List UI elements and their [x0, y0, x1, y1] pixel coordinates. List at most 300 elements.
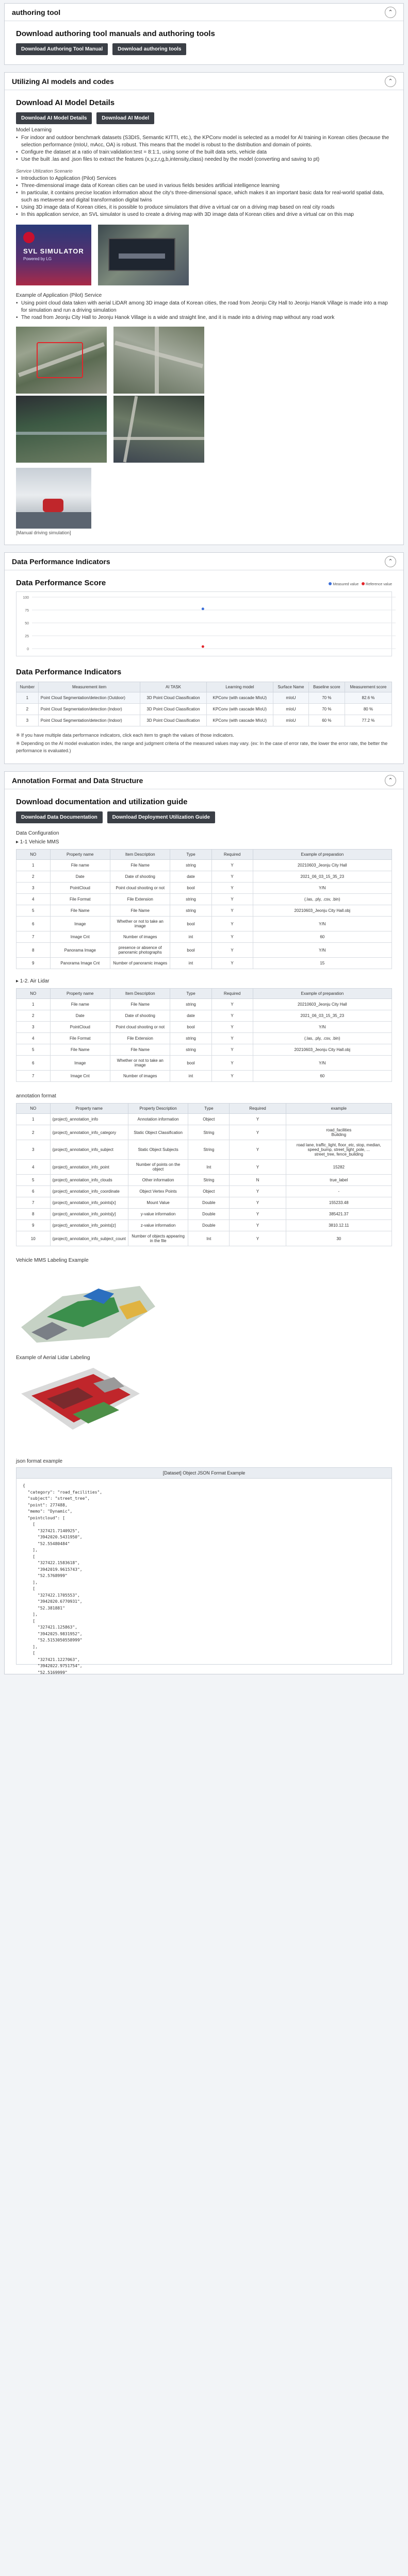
download-tools-button[interactable]: Download authoring tools — [112, 43, 186, 55]
table-row[interactable] — [17, 1220, 392, 1231]
table-cell: Y/N — [253, 917, 391, 931]
table-cell: 77.2 % — [345, 715, 391, 726]
performance-panel-header[interactable] — [5, 553, 403, 570]
air-lidar-label: ▸ 1-2. Air Lidar — [16, 978, 50, 984]
table-cell: 30 — [286, 1231, 391, 1246]
table-cell: Y — [211, 1071, 253, 1082]
aerial-map-image-1 — [16, 327, 107, 394]
table-cell: 6 — [17, 1056, 51, 1071]
y-tick-label: 25 — [25, 635, 29, 638]
table-row[interactable] — [17, 1114, 392, 1125]
performance-chart-svg — [17, 592, 401, 656]
table-cell: String — [188, 1175, 230, 1186]
table-cell: Double — [188, 1197, 230, 1209]
model-learning-list — [16, 134, 392, 163]
table-cell: (project)_annotation_info_points[z] — [50, 1220, 128, 1231]
annotation-format-table — [16, 1103, 392, 1246]
table-cell: Point cloud shooting or not — [110, 883, 170, 894]
table-cell: Date — [50, 1010, 110, 1022]
legend-reference: Reference value — [366, 582, 392, 586]
table-cell: Panorama Image Cnt — [50, 958, 110, 969]
table-cell: Point Cloud Segmentation/detection (Indoor) — [38, 704, 140, 715]
chevron-up-icon[interactable]: ⌃ — [385, 556, 396, 567]
model-learning-label: Model Learning — [16, 127, 52, 133]
performance-table — [16, 682, 392, 726]
example-list — [16, 300, 392, 321]
ai-heading: Download AI Model Details — [16, 98, 115, 107]
table-cell: bool — [170, 943, 211, 958]
col-required: Required — [230, 1104, 286, 1114]
table-cell: string — [170, 999, 211, 1010]
table-cell: 2021_06_03_15_35_23 — [253, 871, 391, 883]
table-cell: KPConv (with cascade MIoU) — [206, 715, 273, 726]
table-cell: N — [230, 1175, 286, 1186]
table-cell: 70 % — [308, 704, 345, 715]
table-cell: Static Object Classification — [128, 1125, 188, 1140]
list-item: • Using 3D image data of Korean cities, it is possible to produce simulators that drive a virtual car on a driving map based on real city roads — [16, 204, 392, 211]
table-cell: bool — [170, 917, 211, 931]
table-row[interactable] — [17, 1056, 392, 1071]
service-list — [16, 175, 392, 218]
download-manual-button[interactable]: Download Authoring Tool Manual — [16, 43, 108, 55]
col-no: NO — [17, 1104, 51, 1114]
list-item: • Using point cloud data taken with aerial LiDAR among 3D image data of Korean cities, the road from Jeonju City Hall to Jeonju Hanok Village is made into a map for simulation and run a driving simulation — [16, 300, 392, 314]
table-cell: Y/N — [253, 1056, 391, 1071]
table-cell: String — [188, 1140, 230, 1160]
col-type: Type — [188, 1104, 230, 1114]
table-cell: (project)_annotation_info_points[y] — [50, 1209, 128, 1220]
table-cell: File Name — [110, 860, 170, 871]
table-row[interactable] — [17, 1010, 392, 1022]
table-cell: Y — [211, 860, 253, 871]
table-cell: Number of points on the object — [128, 1160, 188, 1175]
table-cell: File Extension — [110, 894, 170, 905]
table-row[interactable] — [17, 1140, 392, 1160]
table-cell: (project)_annotation_info_subject — [50, 1140, 128, 1160]
list-item: • In this application service, an SVL simulator is used to create a driving map with 3D image data of Korean cities and drive a virtual car on this map — [16, 211, 392, 218]
table-cell: 5 — [17, 1175, 51, 1186]
table-row[interactable] — [17, 883, 392, 894]
table-cell: Y — [211, 1010, 253, 1022]
table-cell: road lane, traffic_light, floor_etc, stop, median, speed_bump, street_light_pole, ... street_tree, fence_building — [286, 1140, 391, 1160]
table-cell: Image — [50, 917, 110, 931]
chevron-up-icon[interactable]: ⌃ — [385, 7, 396, 18]
table-cell: Y — [211, 1022, 253, 1033]
table-cell: Y — [230, 1197, 286, 1209]
mms-example-label: Vehicle MMS Labeling Example — [16, 1258, 89, 1263]
simulation-caption: [Manual driving simulation] — [16, 530, 71, 535]
json-example-code: { "category": "road_facilities", "subject": "street_tree", "point": 277488, "memo": "Dynamic", "pointcloud": [ [ "327421.7140925", "3942020.5431950", "52.55480484" ], [ "327422.1583618", "3942019.9615743", "52.5768999" ], [ "327422.1705553", "3942020.6770931", "52.381881" ], [ "327421.125863", "3942025.9831952", "52.5153050558999" ], [ "327421.1227063", "3942022.9751754", "52.5169999" — [23, 1483, 103, 1675]
table-cell: File Extension — [110, 1033, 170, 1044]
table-cell: bool — [170, 1056, 211, 1071]
aerial-map-image-4 — [113, 396, 204, 463]
table-cell: true_label — [286, 1175, 391, 1186]
aerial-map-image-3 — [16, 396, 107, 463]
table-row[interactable] — [17, 1071, 392, 1082]
table-cell: String — [188, 1125, 230, 1140]
download-ai-model-button[interactable]: Download AI Model — [96, 112, 154, 124]
col-example: Example of preparation — [253, 989, 391, 999]
lidar-example-label: Example of Aerial Lidar Labeling — [16, 1355, 90, 1361]
score-heading: Data Performance Score — [16, 579, 106, 587]
table-cell: Object — [188, 1186, 230, 1197]
table-cell: Y — [230, 1220, 286, 1231]
table-cell: Y — [211, 958, 253, 969]
download-guide-button[interactable]: Download Deployment Utilization Guide — [107, 811, 215, 823]
table-cell: 2 — [17, 871, 51, 883]
table-cell: 385421.37 — [286, 1209, 391, 1220]
vehicle-mms-table — [16, 849, 392, 969]
json-example-header: [Dataset] Object JSON Format Example — [17, 1468, 391, 1479]
table-cell: 10 — [17, 1231, 51, 1246]
table-cell: Y — [230, 1125, 286, 1140]
table-cell: 3 — [17, 715, 39, 726]
col-property: Property name — [50, 989, 110, 999]
chart-legend — [329, 582, 392, 586]
table-row[interactable] — [17, 905, 392, 917]
table-cell: Y — [211, 905, 253, 917]
table-cell: Whether or not to take an image — [110, 1056, 170, 1071]
table-header-row — [17, 682, 392, 692]
table-cell: string — [170, 1044, 211, 1056]
table-cell: int — [170, 958, 211, 969]
table-cell: 6 — [17, 917, 51, 931]
list-item: • Configure the dataset at a ratio of train:validation:test = 8:1:1, using some of the built data sets, vehicle data — [16, 149, 392, 156]
download-documentation-button[interactable]: Download Data Documentation — [16, 811, 103, 823]
mms-labeling-image — [16, 1265, 160, 1348]
authoring-panel-header[interactable] — [5, 4, 403, 21]
simulator-screen-image — [98, 225, 189, 285]
table-row[interactable] — [17, 1186, 392, 1197]
col-number: Number — [17, 682, 39, 692]
table-cell: Image — [50, 1056, 110, 1071]
table-row[interactable] — [17, 1033, 392, 1044]
table-cell: 7 — [17, 1071, 51, 1082]
table-cell: Y — [230, 1140, 286, 1160]
table-cell: Date — [50, 871, 110, 883]
table-cell: 4 — [17, 1033, 51, 1044]
col-type: Type — [170, 850, 211, 860]
table-cell: Y/N — [253, 883, 391, 894]
table-cell: Number of panoramic images — [110, 958, 170, 969]
table-cell: File Name — [110, 905, 170, 917]
col-surface-name: Surface Name — [273, 682, 309, 692]
performance-note-2: ※ Depending on the AI model evaluation index, the range and judgment criteria of the measured values may vary. (ex: In the case of error rate, the lower the error rate, the better the performance is evaluated.) — [16, 741, 388, 753]
col-description: Item Description — [110, 850, 170, 860]
table-row[interactable] — [17, 1044, 392, 1056]
table-row[interactable] — [17, 917, 392, 931]
authoring-heading: Download authoring tool manuals and authoring tools — [16, 29, 215, 38]
y-tick-label: 100 — [23, 596, 29, 600]
table-cell: 20210603_Jeonju City Hall.obj — [253, 1044, 391, 1056]
table-cell: 9 — [17, 958, 51, 969]
json-example-box — [16, 1467, 392, 1675]
table-cell: Y — [211, 894, 253, 905]
svl-simulator-title: SVL SIMULATOR — [23, 247, 84, 255]
table-row[interactable] — [17, 860, 392, 871]
table-cell: Static Object Subjects — [128, 1140, 188, 1160]
y-tick-label: 50 — [25, 622, 29, 625]
list-item: • The road from Jeonju City Hall to Jeonju Hanok Village is a wide and straight line, and it is made into a driving map without any road work — [16, 314, 392, 321]
table-row[interactable] — [17, 999, 392, 1010]
table-cell: Y — [211, 1056, 253, 1071]
table-cell: 7 — [17, 931, 51, 943]
table-cell: KPConv (with cascade MIoU) — [206, 692, 273, 704]
col-required: Required — [211, 989, 253, 999]
table-cell: string — [170, 1033, 211, 1044]
table-row[interactable] — [17, 931, 392, 943]
table-cell — [286, 1114, 391, 1125]
col-measurement-item: Measurement item — [38, 682, 140, 692]
table-cell: (project)_annotation_info_clouds — [50, 1175, 128, 1186]
data-config-label: Data Configuration — [16, 831, 59, 836]
lg-logo — [23, 232, 35, 243]
table-cell: 1 — [17, 999, 51, 1010]
table-cell: 6 — [17, 1186, 51, 1197]
table-header-row — [17, 989, 392, 999]
table-cell: y-value information — [128, 1209, 188, 1220]
table-cell: Y — [230, 1209, 286, 1220]
authoring-panel-title: authoring tool — [12, 8, 61, 16]
table-cell: 70 % — [308, 692, 345, 704]
table-cell: 2021_06_03_15_35_23 — [253, 1010, 391, 1022]
table-cell: Y/N — [253, 943, 391, 958]
table-cell: (project)_annotation_info_coordinate — [50, 1186, 128, 1197]
table-cell: 20210603_Jeonju City Hall — [253, 999, 391, 1010]
table-cell: 2 — [17, 1010, 51, 1022]
table-cell: 1 — [17, 860, 51, 871]
table-cell: Int — [188, 1231, 230, 1246]
table-cell: PointCloud — [50, 1022, 110, 1033]
svl-simulator-subtitle: Powered by LG — [23, 257, 52, 261]
table-cell: Y — [230, 1160, 286, 1175]
table-cell: 20210603_Jeonju City Hall — [253, 860, 391, 871]
annotation-format-label: annotation format — [16, 1093, 56, 1099]
lidar-labeling-graphic — [16, 1363, 145, 1451]
table-row[interactable] — [17, 692, 392, 704]
list-item: • Use the built .las and .json files to extract the features (x,y,z,r,g,b,intensity,class) needed by the model (converting and saving to pt) — [16, 156, 392, 163]
col-no: NO — [17, 850, 51, 860]
table-cell: Point Cloud Segmentation/detection (Outdoor) — [38, 692, 140, 704]
table-cell: Y — [230, 1186, 286, 1197]
table-cell: 1 — [17, 1114, 51, 1125]
table-cell: File Name — [110, 999, 170, 1010]
table-cell: Object — [188, 1114, 230, 1125]
table-cell: Y — [211, 917, 253, 931]
table-cell: 60 — [253, 1071, 391, 1082]
service-label: Service Utilization Scenario — [16, 168, 73, 174]
reference-point[interactable] — [202, 646, 204, 648]
table-cell: PointCloud — [50, 883, 110, 894]
table-cell: File Name — [50, 1044, 110, 1056]
table-cell: - — [286, 1186, 391, 1197]
col-property: Property name — [50, 1104, 128, 1114]
table-cell: File name — [50, 860, 110, 871]
table-cell: 20210603_Jeonju City Hall.obj — [253, 905, 391, 917]
table-cell: Mount Value — [128, 1197, 188, 1209]
table-row[interactable] — [17, 1197, 392, 1209]
table-cell: File Format — [50, 894, 110, 905]
list-item: • Three-dimensional image data of Korean cities can be used in various fields besides artificial intelligence learning — [16, 182, 392, 190]
table-cell: 8 — [17, 943, 51, 958]
table-cell: 3 — [17, 1140, 51, 1160]
table-cell: 155233.48 — [286, 1197, 391, 1209]
table-cell: int — [170, 1071, 211, 1082]
example-label: Example of Application (Pilot) Service — [16, 293, 102, 298]
col-no: NO — [17, 989, 51, 999]
car-shape — [43, 499, 63, 512]
table-cell: 60 % — [308, 715, 345, 726]
table-cell: Y — [230, 1231, 286, 1246]
annotation-panel — [4, 771, 404, 1674]
table-cell: string — [170, 860, 211, 871]
table-cell: (.las, .ply, .csv, .bin) — [253, 894, 391, 905]
legend-measured: Measured value — [333, 582, 359, 586]
table-row[interactable] — [17, 1231, 392, 1246]
table-cell: 9 — [17, 1220, 51, 1231]
table-cell: Number of images — [110, 931, 170, 943]
table-cell: Y — [211, 999, 253, 1010]
table-cell: 8 — [17, 1209, 51, 1220]
chevron-up-icon[interactable]: ⌃ — [385, 775, 396, 786]
table-cell: Image Cnt — [50, 931, 110, 943]
download-ai-details-button[interactable]: Download AI Model Details — [16, 112, 92, 124]
table-cell: 2 — [17, 1125, 51, 1140]
aerial-map-image-2 — [113, 327, 204, 394]
table-cell: Annotation information — [128, 1114, 188, 1125]
table-cell: int — [170, 931, 211, 943]
chevron-up-icon[interactable]: ⌃ — [385, 76, 396, 87]
table-cell: (project)_annotation_info_subject_count — [50, 1231, 128, 1246]
col-example: Example of preparation — [253, 850, 391, 860]
list-item: • For indoor and outdoor benchmark datasets (S3DIS, Semantic KITTI, etc.), the KPConv model is selected as a model for AI training in Korean cities (because the selection performance (mIoU, mAcc, OA) is robust. This means that the model is robust to the distribution and domain of points. — [16, 134, 392, 149]
col-example: example — [286, 1104, 391, 1114]
table-cell: Double — [188, 1209, 230, 1220]
vehicle-mms-label: ▸ 1-1 Vehicle MMS — [16, 839, 59, 845]
table-cell: 4 — [17, 1160, 51, 1175]
table-header-row — [17, 1104, 392, 1114]
lidar-labeling-image — [16, 1363, 145, 1451]
ai-panel-title: Utilizing AI models and codes — [12, 77, 114, 86]
table-cell: Date of shooting — [110, 871, 170, 883]
table-cell: 15 — [253, 958, 391, 969]
table-cell: bool — [170, 883, 211, 894]
table-cell: (project)_annotation_info_points[x] — [50, 1197, 128, 1209]
table-row[interactable] — [17, 1160, 392, 1175]
table-cell: 1 — [17, 692, 39, 704]
table-cell: Point Cloud Segmentation/detection (Indoor) — [38, 715, 140, 726]
performance-chart — [16, 591, 392, 656]
table-row[interactable] — [17, 704, 392, 715]
table-cell: Y — [211, 931, 253, 943]
measured-point[interactable] — [202, 607, 204, 610]
col-required: Required — [211, 850, 253, 860]
col-description: Property Description — [128, 1104, 188, 1114]
table-cell: road_facilities Building — [286, 1125, 391, 1140]
table-cell: KPConv (with cascade MIoU) — [206, 704, 273, 715]
table-cell: Double — [188, 1220, 230, 1231]
table-cell: 3D Point Cloud Classification — [140, 704, 206, 715]
table-cell: 3 — [17, 883, 51, 894]
table-cell: Y — [211, 1044, 253, 1056]
table-row[interactable] — [17, 1209, 392, 1220]
table-cell: (project)_annotation_info_point — [50, 1160, 128, 1175]
table-cell: Date of shooting — [110, 1010, 170, 1022]
table-cell: string — [170, 905, 211, 917]
table-cell: (.las, .ply, .csv, .bin) — [253, 1033, 391, 1044]
table-cell: date — [170, 1010, 211, 1022]
table-cell: bool — [170, 1022, 211, 1033]
table-cell: File Format — [50, 1033, 110, 1044]
table-cell: 80 % — [345, 704, 391, 715]
annotation-heading: Download documentation and utilization guide — [16, 798, 188, 806]
authoring-panel — [4, 3, 404, 65]
table-cell: (project)_annotation_info — [50, 1114, 128, 1125]
table-cell: 5 — [17, 905, 51, 917]
ai-panel-header[interactable] — [5, 73, 403, 90]
col-type: Type — [170, 989, 211, 999]
table-cell: Int — [188, 1160, 230, 1175]
table-row[interactable] — [17, 715, 392, 726]
json-example-body — [17, 1479, 391, 1675]
table-cell: File Name — [110, 1044, 170, 1056]
table-row[interactable] — [17, 1175, 392, 1186]
col-learning-model: Learning model — [206, 682, 273, 692]
table-cell: z-value information — [128, 1220, 188, 1231]
table-cell: Image Cnt — [50, 1071, 110, 1082]
col-measurement-score: Measurement score — [345, 682, 391, 692]
performance-panel — [4, 552, 404, 764]
annotation-panel-header[interactable] — [5, 772, 403, 789]
driving-simulation-image — [16, 468, 91, 529]
table-cell: mIoU — [273, 715, 309, 726]
json-format-label: json format example — [16, 1459, 63, 1464]
table-cell: Y — [211, 883, 253, 894]
table-row[interactable] — [17, 1022, 392, 1033]
table-cell: 82.6 % — [345, 692, 391, 704]
annotation-panel-title: Annotation Format and Data Structure — [12, 776, 143, 785]
table-cell: presence or absence of panoramic photographs — [110, 943, 170, 958]
table-cell: Number of images — [110, 1071, 170, 1082]
table-cell: Y — [211, 943, 253, 958]
mms-labeling-graphic — [16, 1265, 160, 1348]
col-description: Item Description — [110, 989, 170, 999]
svl-simulator-image — [16, 225, 91, 285]
table-cell: Y — [211, 1033, 253, 1044]
table-row[interactable] — [17, 958, 392, 969]
table-cell: date — [170, 871, 211, 883]
table-cell: 4 — [17, 894, 51, 905]
table-cell: 15282 — [286, 1160, 391, 1175]
table-header-row — [17, 850, 392, 860]
table-row[interactable] — [17, 894, 392, 905]
y-tick-label: 75 — [25, 609, 29, 613]
col-baseline-score: Baseline score — [308, 682, 345, 692]
indicators-heading: Data Performance Indicators — [16, 668, 122, 676]
table-cell: File name — [50, 999, 110, 1010]
table-row[interactable] — [17, 1125, 392, 1140]
list-item: • Introduction to Application (Pilot) Services — [16, 175, 392, 182]
table-cell: File Name — [50, 905, 110, 917]
table-row[interactable] — [17, 871, 392, 883]
performance-panel-title: Data Performance Indicators — [12, 557, 110, 566]
table-cell: Point cloud shooting or not — [110, 1022, 170, 1033]
table-cell: 3D Point Cloud Classification — [140, 715, 206, 726]
col-ai-task: AI TASK — [140, 682, 206, 692]
list-item: • In particular, it contains precise location information about the city's three-dimensional space, which makes it an important basic data for real-world spatial data, such as metaverse and digital transformation digital twins — [16, 190, 392, 204]
table-row[interactable] — [17, 943, 392, 958]
table-cell: 5 — [17, 1044, 51, 1056]
